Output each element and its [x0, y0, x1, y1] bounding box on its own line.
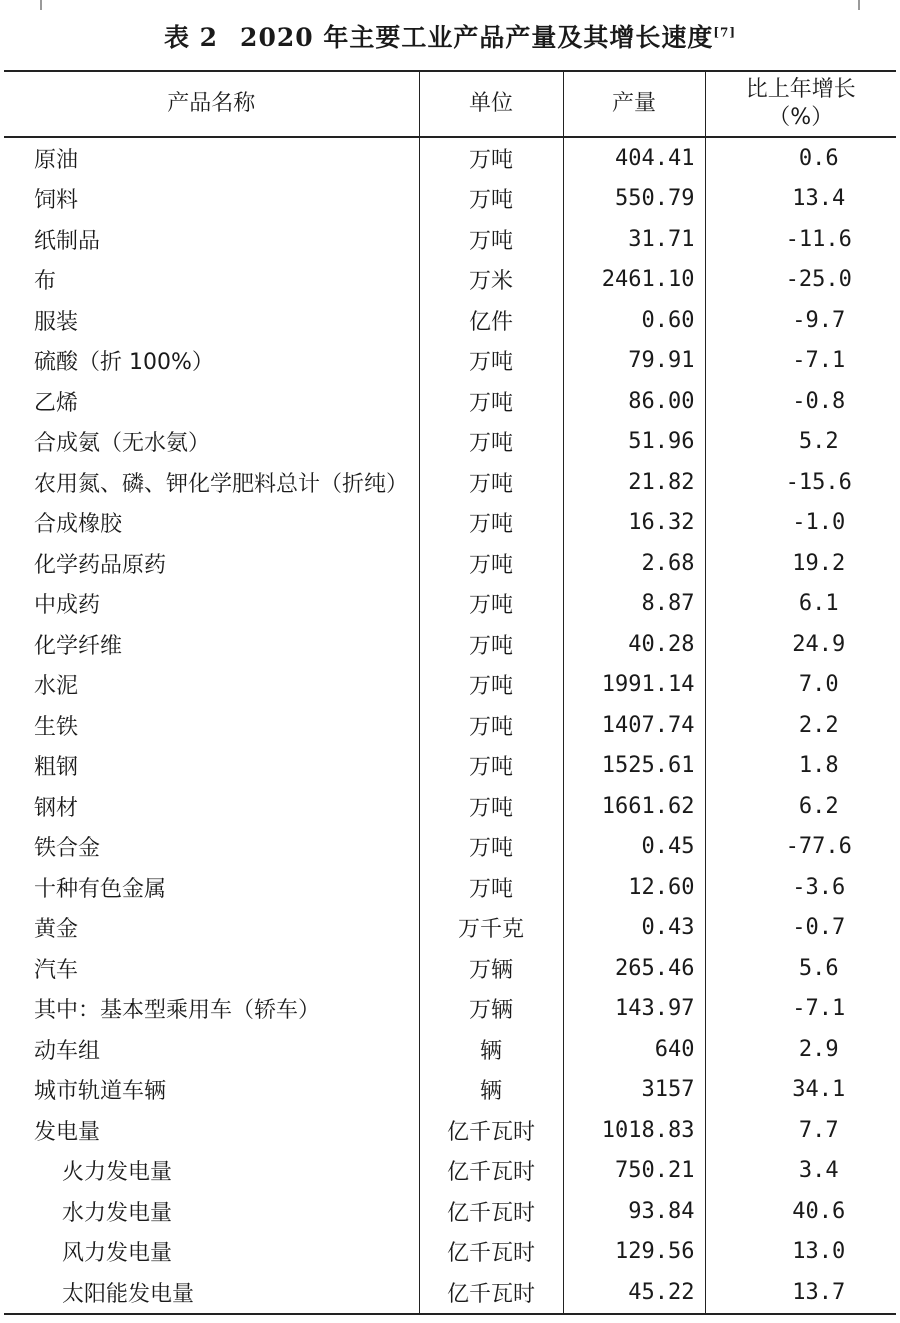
unit-cell: 万千克 [419, 908, 563, 949]
table-row [4, 584, 896, 625]
product-name-cell: 风力发电量 [62, 1241, 173, 1267]
growth-cell: 13.7 [705, 1272, 896, 1314]
product-name-cell: 布 [34, 269, 57, 295]
growth-cell: 6.2 [705, 786, 896, 827]
unit-cell: 亿千瓦时 [419, 1272, 563, 1314]
growth-cell: -9.7 [705, 300, 896, 341]
output-cell: 2.68 [563, 543, 705, 584]
table-row [4, 179, 896, 220]
unit-cell: 亿千瓦时 [419, 1232, 563, 1273]
output-cell: 16.32 [563, 503, 705, 544]
growth-cell: -1.0 [705, 503, 896, 544]
unit-cell: 万吨 [419, 827, 563, 868]
table-row [4, 543, 896, 584]
unit-cell: 万吨 [419, 179, 563, 220]
growth-cell: 0.6 [705, 137, 896, 179]
product-name-cell: 原油 [34, 147, 79, 173]
unit-cell: 万吨 [419, 867, 563, 908]
output-cell: 51.96 [563, 422, 705, 463]
footnote-marker: [7] [713, 25, 737, 40]
growth-cell: -25.0 [705, 260, 896, 301]
unit-cell: 万吨 [419, 381, 563, 422]
unit-cell: 万辆 [419, 948, 563, 989]
unit-cell: 亿千瓦时 [419, 1151, 563, 1192]
output-cell: 0.43 [563, 908, 705, 949]
product-name-cell: 农用氮、磷、钾化学肥料总计（折纯） [34, 471, 409, 497]
growth-cell: -3.6 [705, 867, 896, 908]
product-name-cell: 化学纤维 [34, 633, 123, 659]
output-cell: 1018.83 [563, 1110, 705, 1151]
header-output: 产量 [563, 71, 705, 137]
growth-cell: -0.7 [705, 908, 896, 949]
output-cell: 640 [563, 1029, 705, 1070]
header-unit: 单位 [419, 71, 563, 137]
product-name-cell: 粗钢 [34, 755, 79, 781]
table-body [4, 137, 896, 1314]
table-number: 表 2 [163, 23, 219, 52]
unit-cell: 万米 [419, 260, 563, 301]
table-row [4, 1070, 896, 1111]
product-name-cell: 铁合金 [34, 836, 101, 862]
output-cell: 1407.74 [563, 705, 705, 746]
product-name-cell: 钢材 [34, 795, 79, 821]
unit-cell: 万吨 [419, 422, 563, 463]
product-name-cell: 化学药品原药 [34, 552, 167, 578]
industrial-output-table [4, 70, 896, 1315]
unit-cell: 万辆 [419, 989, 563, 1030]
unit-cell: 万吨 [419, 503, 563, 544]
header-row [4, 71, 896, 137]
output-cell: 21.82 [563, 462, 705, 503]
product-name-cell: 黄金 [34, 917, 79, 943]
growth-cell: -0.8 [705, 381, 896, 422]
output-cell: 86.00 [563, 381, 705, 422]
product-name-cell: 纸制品 [34, 228, 101, 254]
output-cell: 2461.10 [563, 260, 705, 301]
output-cell: 93.84 [563, 1191, 705, 1232]
output-cell: 750.21 [563, 1151, 705, 1192]
output-cell: 3157 [563, 1070, 705, 1111]
product-name-cell: 汽车 [34, 957, 79, 983]
table-row [4, 1151, 896, 1192]
growth-cell: 13.0 [705, 1232, 896, 1273]
table-title-text: 2020 年主要工业产品产量及其增长速度 [240, 23, 714, 52]
table-row [4, 786, 896, 827]
product-name-cell: 乙烯 [34, 390, 79, 416]
table-row [4, 624, 896, 665]
product-name-cell: 硫酸（折 100%） [34, 350, 214, 376]
growth-cell: 24.9 [705, 624, 896, 665]
table-row [4, 827, 896, 868]
product-name-cell: 城市轨道车辆 [34, 1079, 167, 1105]
output-cell: 8.87 [563, 584, 705, 625]
product-name-cell: 发电量 [34, 1119, 101, 1145]
output-cell: 31.71 [563, 219, 705, 260]
product-name-cell: 合成氨（无水氨） [34, 431, 211, 457]
growth-cell: -7.1 [705, 989, 896, 1030]
growth-cell: 2.9 [705, 1029, 896, 1070]
output-cell: 1525.61 [563, 746, 705, 787]
output-cell: 0.45 [563, 827, 705, 868]
table-row [4, 137, 896, 179]
growth-cell: -77.6 [705, 827, 896, 868]
output-cell: 1661.62 [563, 786, 705, 827]
output-cell: 550.79 [563, 179, 705, 220]
unit-cell: 辆 [419, 1070, 563, 1111]
table-row [4, 908, 896, 949]
table-row [4, 1110, 896, 1151]
unit-cell: 万吨 [419, 624, 563, 665]
header-growth [705, 71, 896, 137]
growth-cell: 40.6 [705, 1191, 896, 1232]
table-row [4, 1029, 896, 1070]
unit-cell: 万吨 [419, 462, 563, 503]
table-row [4, 422, 896, 463]
output-cell: 265.46 [563, 948, 705, 989]
product-name-cell: 动车组 [34, 1038, 101, 1064]
table-row [4, 665, 896, 706]
table-row [4, 462, 896, 503]
output-cell: 0.60 [563, 300, 705, 341]
product-name-cell: 生铁 [34, 714, 79, 740]
unit-cell: 万吨 [419, 543, 563, 584]
header-growth-line1: 比上年增长 [745, 77, 856, 102]
table-row [4, 260, 896, 301]
output-cell: 129.56 [563, 1232, 705, 1273]
product-name-cell: 其中：基本型乘用车（轿车） [34, 998, 321, 1024]
product-name-cell: 十种有色金属 [34, 876, 167, 902]
product-name-cell: 水泥 [34, 674, 79, 700]
growth-cell: 3.4 [705, 1151, 896, 1192]
table-row [4, 341, 896, 382]
header-product-name: 产品名称 [4, 71, 419, 137]
growth-cell: -15.6 [705, 462, 896, 503]
unit-cell: 万吨 [419, 665, 563, 706]
growth-cell: 19.2 [705, 543, 896, 584]
product-name-cell: 服装 [34, 309, 79, 335]
growth-cell: 2.2 [705, 705, 896, 746]
unit-cell: 万吨 [419, 746, 563, 787]
unit-cell: 万吨 [419, 584, 563, 625]
table-row [4, 989, 896, 1030]
output-cell: 143.97 [563, 989, 705, 1030]
table-row [4, 867, 896, 908]
growth-cell: 1.8 [705, 746, 896, 787]
output-cell: 45.22 [563, 1272, 705, 1314]
unit-cell: 万吨 [419, 219, 563, 260]
product-name-cell: 太阳能发电量 [62, 1281, 195, 1307]
table-row [4, 948, 896, 989]
unit-cell: 辆 [419, 1029, 563, 1070]
growth-cell: -7.1 [705, 341, 896, 382]
unit-cell: 万吨 [419, 137, 563, 179]
output-cell: 79.91 [563, 341, 705, 382]
header-growth-line2: （%） [768, 105, 834, 130]
growth-cell: -11.6 [705, 219, 896, 260]
table-row [4, 1191, 896, 1232]
growth-cell: 5.6 [705, 948, 896, 989]
growth-cell: 5.2 [705, 422, 896, 463]
table-row [4, 1272, 896, 1314]
growth-cell: 7.7 [705, 1110, 896, 1151]
crop-mark-left [0, 0, 42, 10]
growth-cell: 34.1 [705, 1070, 896, 1111]
output-cell: 40.28 [563, 624, 705, 665]
product-name-cell: 火力发电量 [62, 1160, 173, 1186]
unit-cell: 亿件 [419, 300, 563, 341]
unit-cell: 亿千瓦时 [419, 1191, 563, 1232]
product-name-cell: 中成药 [34, 593, 101, 619]
table-row [4, 1232, 896, 1273]
output-cell: 404.41 [563, 137, 705, 179]
product-name-cell: 合成橡胶 [34, 512, 123, 538]
unit-cell: 万吨 [419, 786, 563, 827]
unit-cell: 万吨 [419, 705, 563, 746]
output-cell: 12.60 [563, 867, 705, 908]
table-row [4, 746, 896, 787]
growth-cell: 7.0 [705, 665, 896, 706]
table-title [0, 18, 900, 54]
product-name-cell: 水力发电量 [62, 1200, 173, 1226]
growth-cell: 6.1 [705, 584, 896, 625]
growth-cell: 13.4 [705, 179, 896, 220]
table-row [4, 503, 896, 544]
table-row [4, 381, 896, 422]
output-cell: 1991.14 [563, 665, 705, 706]
unit-cell: 亿千瓦时 [419, 1110, 563, 1151]
table-row [4, 219, 896, 260]
unit-cell: 万吨 [419, 341, 563, 382]
table-row [4, 705, 896, 746]
crop-mark-right [858, 0, 900, 10]
table-row [4, 300, 896, 341]
product-name-cell: 饲料 [34, 188, 79, 214]
